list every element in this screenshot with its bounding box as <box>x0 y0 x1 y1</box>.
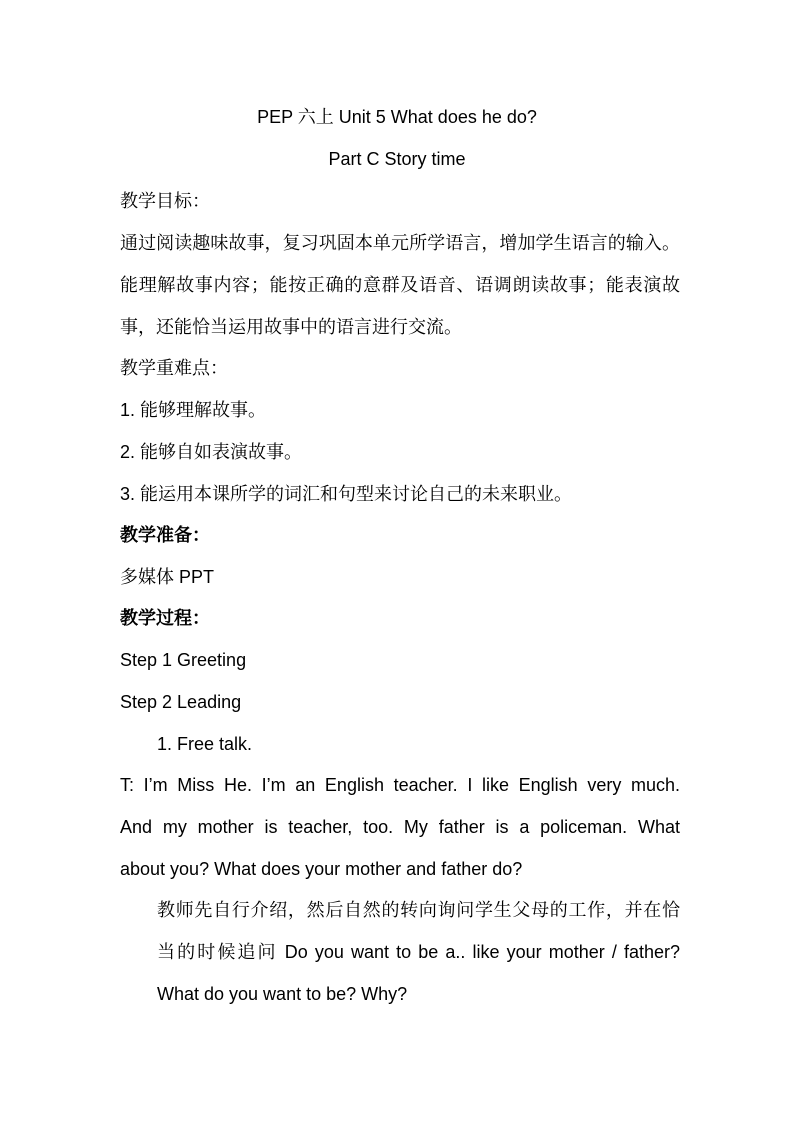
dialogue-line-2: And my mother is teacher, too. My father is a policeman. What <box>120 817 680 837</box>
preparation-content: 多媒体 PPT <box>120 567 215 587</box>
key-point-1: 1. 能够理解故事。 <box>120 400 267 420</box>
step-1-greeting: Step 1 Greeting <box>120 650 247 670</box>
key-points-heading: 教学重难点： <box>120 358 228 378</box>
process-heading: 教学过程： <box>120 608 210 628</box>
note-line-2: 当的时候追问 Do you want to be a.. like your mother / father? <box>157 942 680 962</box>
objectives-line-2: 能理解故事内容；能按正确的意群及语音、语调朗读故事；能表演故 <box>120 275 680 295</box>
note-line-1: 教师先自行介绍，然后自然的转向询问学生父母的工作，并在恰 <box>157 900 680 920</box>
key-point-2: 2. 能够自如表演故事。 <box>120 442 303 462</box>
sub-step-free-talk: 1. Free talk. <box>157 734 253 754</box>
document-title: PEP 六上 Unit 5 What does he do? <box>257 107 537 127</box>
dialogue-line-3: about you? What does your mother and father do? <box>120 859 523 879</box>
objectives-line-1: 通过阅读趣味故事，复习巩固本单元所学语言，增加学生语言的输入。 <box>120 233 680 253</box>
key-point-3: 3. 能运用本课所学的词汇和句型来讨论自己的未来职业。 <box>120 484 573 504</box>
dialogue-line-1: T: I’m Miss He. I’m an English teacher. I like English very much. <box>120 775 680 795</box>
objectives-line-3: 事，还能恰当运用故事中的语言进行交流。 <box>120 317 462 337</box>
step-2-leading: Step 2 Leading <box>120 692 242 712</box>
document-subtitle: Part C Story time <box>328 149 466 169</box>
objectives-heading: 教学目标： <box>120 191 210 211</box>
preparation-heading: 教学准备： <box>120 525 210 545</box>
note-line-3: What do you want to be? Why? <box>157 984 408 1004</box>
